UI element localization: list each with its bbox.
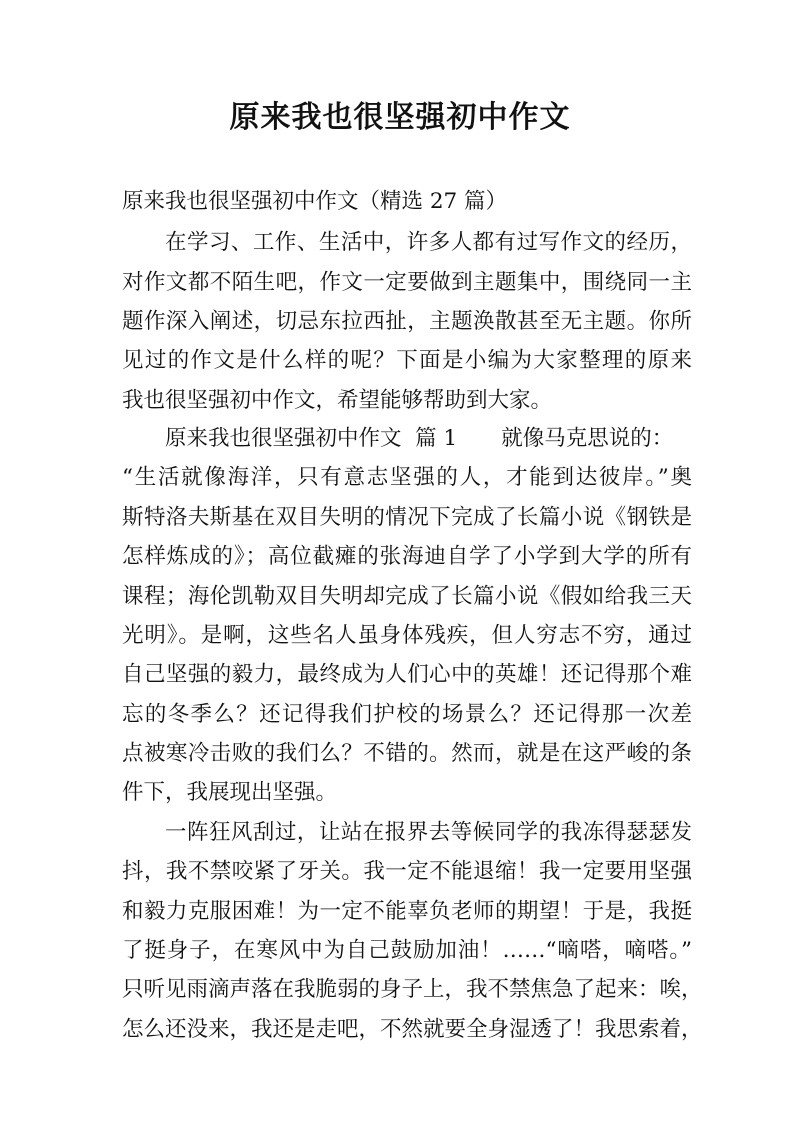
paragraph-line: 怎么还没来，我还是走吧，不然就要全身湿透了！我思索着，: [122, 1017, 703, 1042]
essay-line: 怎样炼成的》；高位截瘫的张海迪自学了小学到大学的所有: [122, 544, 692, 569]
paragraph-line: 了挺身子，在寒风中为自己鼓励加油！……“嘀嗒，嘀嗒。”: [122, 938, 692, 963]
essay-line: 忘的冬季么？还记得我们护校的场景么？还记得那一次差: [122, 702, 692, 727]
intro-line: 见过的作文是什么样的呢？下面是小编为大家整理的原来: [122, 348, 692, 373]
essay-line: 斯特洛夫斯基在双目失明的情况下完成了长篇小说《钢铁是: [122, 505, 692, 530]
paragraph-line: 和毅力克服困难！为一定不能辜负老师的期望！于是，我挺: [122, 899, 692, 924]
essay-heading-line: [165, 424, 692, 454]
essay-line: 光明》。是啊，这些名人虽身体残疾，但人穷志不穷，通过: [122, 623, 692, 648]
essay-first-sentence: 就像马克思说的：: [501, 426, 674, 451]
essay-line: 点被寒冷击败的我们么？不错的。然而，就是在这严峻的条: [122, 741, 692, 766]
essay-heading: 原来我也很坚强初中作文 篇 1: [165, 426, 458, 451]
intro-line: 我也很坚强初中作文，希望能够帮助到大家。: [122, 388, 553, 413]
essay-line: “生活就像海洋，只有意志坚强的人，才能到达彼岸。”奥: [122, 465, 692, 490]
essay-line: 件下，我展现出坚强。: [122, 780, 338, 805]
paragraph-line: 一阵狂风刮过，让站在报界去等候同学的我冻得瑟瑟发: [165, 820, 692, 845]
intro-line: 题作深入阐述，切忌东拉西扯，主题涣散甚至无主题。你所: [122, 309, 692, 334]
document-title: 原来我也很坚强初中作文: [229, 100, 571, 135]
document-subtitle: 原来我也很坚强初中作文（精选 27 篇）: [122, 189, 508, 214]
essay-line: 课程；海伦凯勒双目失明却完成了长篇小说《假如给我三天: [122, 584, 692, 609]
paragraph-line: 抖，我不禁咬紧了牙关。我一定不能退缩！我一定要用坚强: [122, 859, 692, 884]
essay-line: 自己坚强的毅力，最终成为人们心中的英雄！还记得那个难: [122, 662, 692, 687]
paragraph-line: 只听见雨滴声落在我脆弱的身子上，我不禁焦急了起来：唉，: [122, 977, 703, 1002]
intro-line: 在学习、工作、生活中，许多人都有过写作文的经历，: [165, 230, 692, 255]
intro-line: 对作文都不陌生吧，作文一定要做到主题集中，围绕同一主: [122, 270, 692, 295]
